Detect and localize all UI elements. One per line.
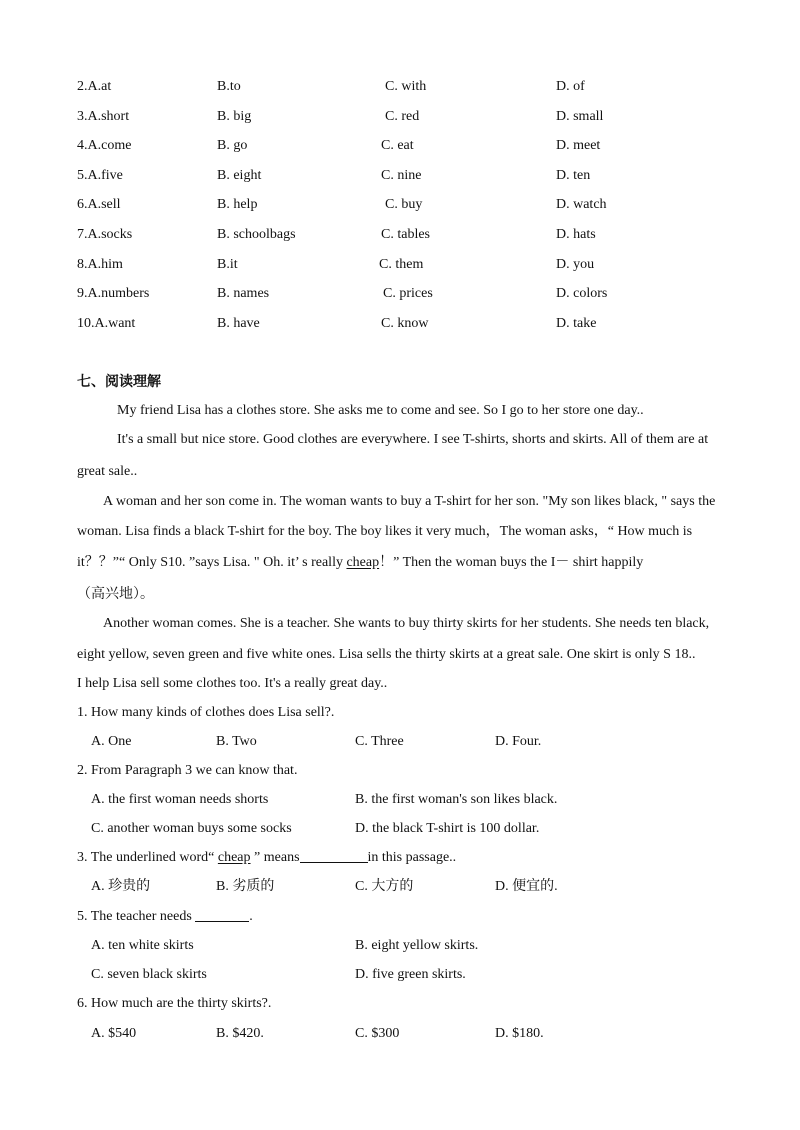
vocab-option-b[interactable]: B. names — [217, 286, 270, 302]
q2-option-d[interactable]: D. the black T-shirt is 100 dollar. — [355, 821, 540, 836]
q3-text-b: ” means — [250, 850, 300, 865]
vocab-option-d[interactable]: D. of — [556, 79, 585, 94]
paragraph-4-line-1: Another woman comes. She is a teacher. She wants to buy thirty skirts for her students. She needs ten black, — [103, 616, 710, 631]
q1-option-d[interactable]: D. Four. — [495, 734, 542, 749]
q5-option-c[interactable]: C. seven black skirts — [91, 967, 207, 982]
q3-option-c[interactable]: C. 大方的 — [355, 879, 414, 894]
q1-option-c[interactable]: C. Three — [355, 734, 404, 749]
vocab-option-b[interactable]: B.to — [217, 79, 241, 94]
vocab-option-d[interactable]: D. watch — [556, 197, 607, 213]
vocab-option-c[interactable]: C. tables — [381, 227, 430, 242]
q5-text-b: . — [249, 909, 253, 924]
q2-option-c[interactable]: C. another woman buys some socks — [91, 821, 292, 836]
q5-option-b[interactable]: B. eight yellow skirts. — [355, 938, 479, 953]
vocab-option-d[interactable]: D. colors — [556, 286, 608, 302]
vocab-option-d[interactable]: D. take — [556, 315, 597, 331]
vocab-option-a[interactable]: 3.A.short — [77, 108, 130, 124]
paragraph-3-line-3 — [77, 553, 727, 573]
vocab-row — [0, 195, 800, 215]
vocab-option-a[interactable]: 2.A.at — [77, 79, 112, 94]
vocab-row — [0, 107, 800, 127]
q6-option-c[interactable]: C. $300 — [355, 1026, 400, 1041]
vocab-option-a[interactable]: 4.A.come — [77, 138, 132, 154]
q6-option-d[interactable]: D. $180. — [495, 1026, 544, 1041]
vocab-option-d[interactable]: D. small — [556, 108, 604, 124]
vocab-option-c[interactable]: C. prices — [383, 286, 433, 302]
q6-option-a[interactable]: A. $540 — [91, 1026, 137, 1041]
vocab-row — [0, 225, 800, 245]
vocab-option-b[interactable]: B. go — [217, 138, 248, 154]
question-2: 2. From Paragraph 3 we can know that. — [77, 763, 298, 778]
vocab-option-c[interactable]: C. red — [385, 108, 420, 124]
q1-option-b[interactable]: B. Two — [216, 734, 257, 749]
paragraph-3-text-b: ！” Then the woman buys the I－ shirt happily — [379, 555, 644, 570]
vocab-option-b[interactable]: B.it — [217, 256, 238, 272]
vocab-option-b[interactable]: B. have — [217, 315, 260, 331]
vocab-option-c[interactable]: C. with — [385, 79, 427, 94]
q6-option-b[interactable]: B. $420. — [216, 1026, 264, 1041]
paragraph-4-line-2: eight yellow, seven green and five white ones. Lisa sells the thirty skirts at a great sale. One skirt is only S 18.. — [77, 647, 696, 662]
vocab-option-d[interactable]: D. hats — [556, 227, 596, 242]
q3-option-d[interactable]: D. 便宜的. — [495, 879, 558, 894]
vocab-option-a[interactable]: 7.A.socks — [77, 227, 133, 242]
q5-option-d[interactable]: D. five green skirts. — [355, 967, 466, 982]
vocab-option-a[interactable]: 5.A.five — [77, 167, 123, 183]
paragraph-3-line-4: （高兴地）。 — [77, 587, 154, 602]
q3-underlined-word: cheap — [217, 850, 251, 865]
q3-option-b[interactable]: B. 劣质的 — [216, 879, 275, 894]
vocab-option-a[interactable]: 10.A.want — [77, 315, 136, 331]
vocab-option-c[interactable]: C. know — [381, 315, 429, 331]
vocab-option-c[interactable]: C. eat — [381, 138, 414, 154]
question-3 — [77, 848, 456, 868]
vocab-option-b[interactable]: B. eight — [217, 167, 262, 183]
vocab-option-a[interactable]: 9.A.numbers — [77, 286, 150, 302]
q5-answer-blank[interactable] — [195, 907, 249, 922]
underlined-word: cheap — [346, 555, 380, 570]
q2-option-b[interactable]: B. the first woman's son likes black. — [355, 792, 558, 807]
vocab-row — [0, 136, 800, 156]
paragraph-2-line-2: great sale.. — [77, 464, 138, 479]
vocab-option-b[interactable]: B. big — [217, 108, 252, 124]
vocab-row — [0, 255, 800, 275]
q5-option-a[interactable]: A. ten white skirts — [91, 938, 194, 953]
paragraph-3-line-1: A woman and her son come in. The woman wants to buy a T-shirt for her son. "My son likes black, " says the — [103, 494, 716, 509]
paragraph-3-text-a: it？？”“ Only S10. ”says Lisa. " Oh. it’ s really — [77, 555, 347, 570]
vocab-row — [0, 314, 800, 334]
vocab-row — [0, 77, 800, 97]
vocab-option-c[interactable]: C. nine — [381, 167, 422, 183]
paragraph-2-line-1: It's a small but nice store. Good clothes are everywhere. I see T-shirts, shorts and skirts. All of them are at — [117, 432, 709, 447]
vocab-option-b[interactable]: B. schoolbags — [217, 227, 296, 242]
q5-text-a: 5. The teacher needs — [77, 909, 196, 924]
vocab-option-b[interactable]: B. help — [217, 197, 258, 213]
paragraph-3-line-2: woman. Lisa finds a black T-shirt for the boy. The boy likes it very much，The woman asks，“ How much is — [77, 524, 693, 539]
vocab-option-d[interactable]: D. meet — [556, 138, 601, 154]
q3-option-a[interactable]: A. 珍贵的 — [91, 879, 151, 894]
q3-text-a: 3. The underlined word“ — [77, 850, 218, 865]
question-1: 1. How many kinds of clothes does Lisa sell?. — [77, 705, 335, 720]
q3-text-c: in this passage.. — [367, 850, 457, 865]
vocab-option-d[interactable]: D. ten — [556, 167, 591, 183]
question-5 — [77, 907, 253, 927]
paragraph-1: My friend Lisa has a clothes store. She asks me to come and see. So I go to her store one day.. — [117, 403, 644, 418]
q2-option-a[interactable]: A. the first woman needs shorts — [91, 792, 269, 807]
q3-answer-blank[interactable] — [300, 848, 368, 863]
paragraph-5: I help Lisa sell some clothes too. It's a really great day.. — [77, 676, 388, 691]
vocab-row — [0, 284, 800, 304]
vocab-option-d[interactable]: D. you — [556, 256, 595, 272]
vocab-option-c[interactable]: C. them — [379, 256, 424, 272]
section-heading: 七、阅读理解 — [77, 374, 161, 390]
vocab-row — [0, 166, 800, 186]
q1-option-a[interactable]: A. One — [91, 734, 132, 749]
vocab-option-c[interactable]: C. buy — [385, 197, 423, 213]
vocab-option-a[interactable]: 6.A.sell — [77, 197, 121, 213]
vocab-option-a[interactable]: 8.A.him — [77, 256, 123, 272]
question-6: 6. How much are the thirty skirts?. — [77, 996, 272, 1011]
